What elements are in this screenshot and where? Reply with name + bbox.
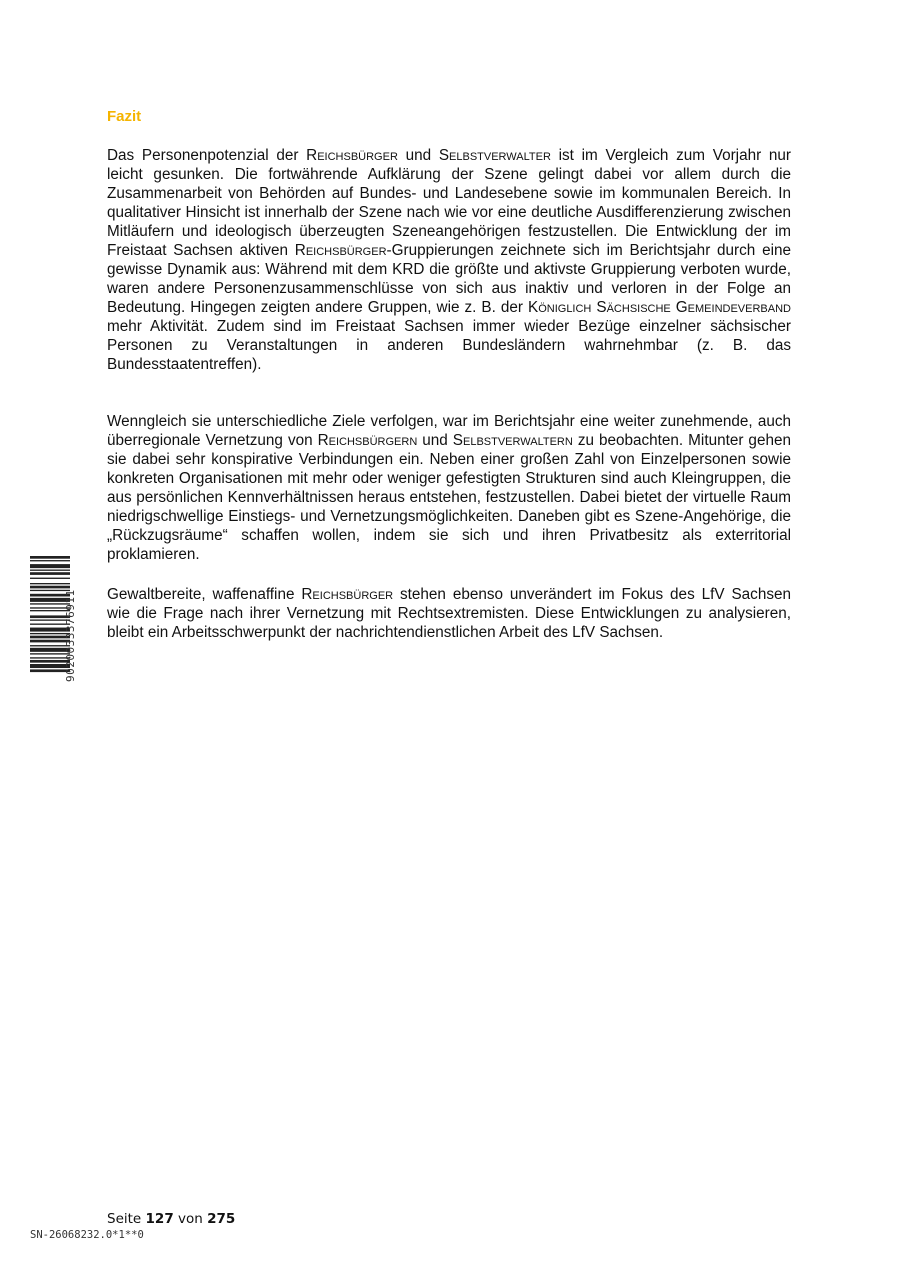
paragraph-1 xyxy=(107,146,791,374)
text-run: mehr Aktivität. Zudem sind im Freistaat Sachsen immer wieder Bezüge einzelner sächsischer Personen zu Veranstaltungen in anderen Bundesländern wahrnehmbar (z. B. das Bundesstaatentreffen). xyxy=(107,318,791,373)
small-caps-term: Reichsbürger xyxy=(306,147,398,164)
small-caps-term: Reichsbürger xyxy=(294,242,387,259)
small-caps-term: Selbstverwalter xyxy=(438,147,551,164)
page-label: Seite xyxy=(107,1211,142,1227)
small-caps-term: Reichsbürgern xyxy=(317,432,418,449)
page-current: 127 xyxy=(145,1211,174,1227)
text-run: stehen ebenso unverändert im Fokus des LfV Sachsen wie die Frage nach ihrer Vernetzung mit Rechtsextremisten. Diese Entwicklungen zu analysieren, bleibt ein Arbeitsschwerpunkt der nachrichtendienstlichen Arbeit des LfV Sachsen. xyxy=(107,586,791,641)
page-total: 275 xyxy=(207,1211,236,1227)
text-run: -Gruppierungen zeichnete sich im Berichtsjahr durch eine gewisse Dynamik aus: Während mit dem KRD die größte und aktivste Gruppierung verboten wurde, waren andere Personenzusammenschlüsse von sich aus inaktiv und verloren in der Folge an Bedeutung. Hingegen zeigten andere Gruppen, wie z. B. der xyxy=(107,242,791,316)
paragraph-2 xyxy=(107,412,791,564)
small-caps-term: Reichsbürger xyxy=(301,586,394,603)
text-run: Wenngleich sie unterschiedliche Ziele verfolgen, war im Berichtsjahr eine weiter zunehmende, auch überregionale Vernetzung von xyxy=(107,413,791,449)
page-sep: von xyxy=(178,1211,203,1227)
text-run: Das Personenpotenzial der xyxy=(107,147,307,164)
small-caps-term: Selbstverwaltern xyxy=(452,432,573,449)
section-heading: Fazit xyxy=(107,108,142,125)
text-run: Gewaltbereite, waffenaffine xyxy=(107,586,302,603)
page-number xyxy=(107,1211,235,1227)
barcode-bar xyxy=(30,556,70,559)
text-run: und xyxy=(397,147,439,164)
text-run: und xyxy=(417,432,453,449)
text-run: zu beobachten. Mitunter gehen sie dabei sehr konspirative Verbindungen ein. Neben einer großen Zahl von Einzelpersonen sowie konkreten Organisationen mit mehr oder weniger gefestigten Strukturen sind auch Kleingruppen, die aus persönlichen Kennverhältnissen heraus entstehen, festzustellen. Dabei bietet der virtuelle Raum niedrigschwellige Einstiegs- und Vernetzungsmöglichkeiten. Daneben gibt es Szene-Angehörige, die „Rückzugsräume“ schaffen wollen, indem sie sich und ihren Privatbesitz als exterritorial proklamieren. xyxy=(107,432,791,563)
paragraph-3 xyxy=(107,585,791,642)
barcode-digits: 9020033376911 xyxy=(64,589,77,683)
text-run: ist im Vergleich zum Vorjahr nur leicht gesunken. Die fortwährende Aufklärung der Szene gelingt dabei vor allem durch die Zusammenarbeit von Behörden auf Bundes- und Landesebene sowie im kommunalen Bereich. In qualitativer Hinsicht ist innerhalb der Szene nach wie vor eine deutliche Ausdifferenzierung zwischen Mitläufern und ideologisch überzeugten Szeneangehörigen festzustellen. Die Entwicklung der im Freistaat Sachsen aktiven xyxy=(107,147,791,259)
document-code: SN-26068232.0*1**0 xyxy=(30,1229,144,1241)
small-caps-term: Königlich Sächsische Gemeindeverband xyxy=(528,299,791,316)
